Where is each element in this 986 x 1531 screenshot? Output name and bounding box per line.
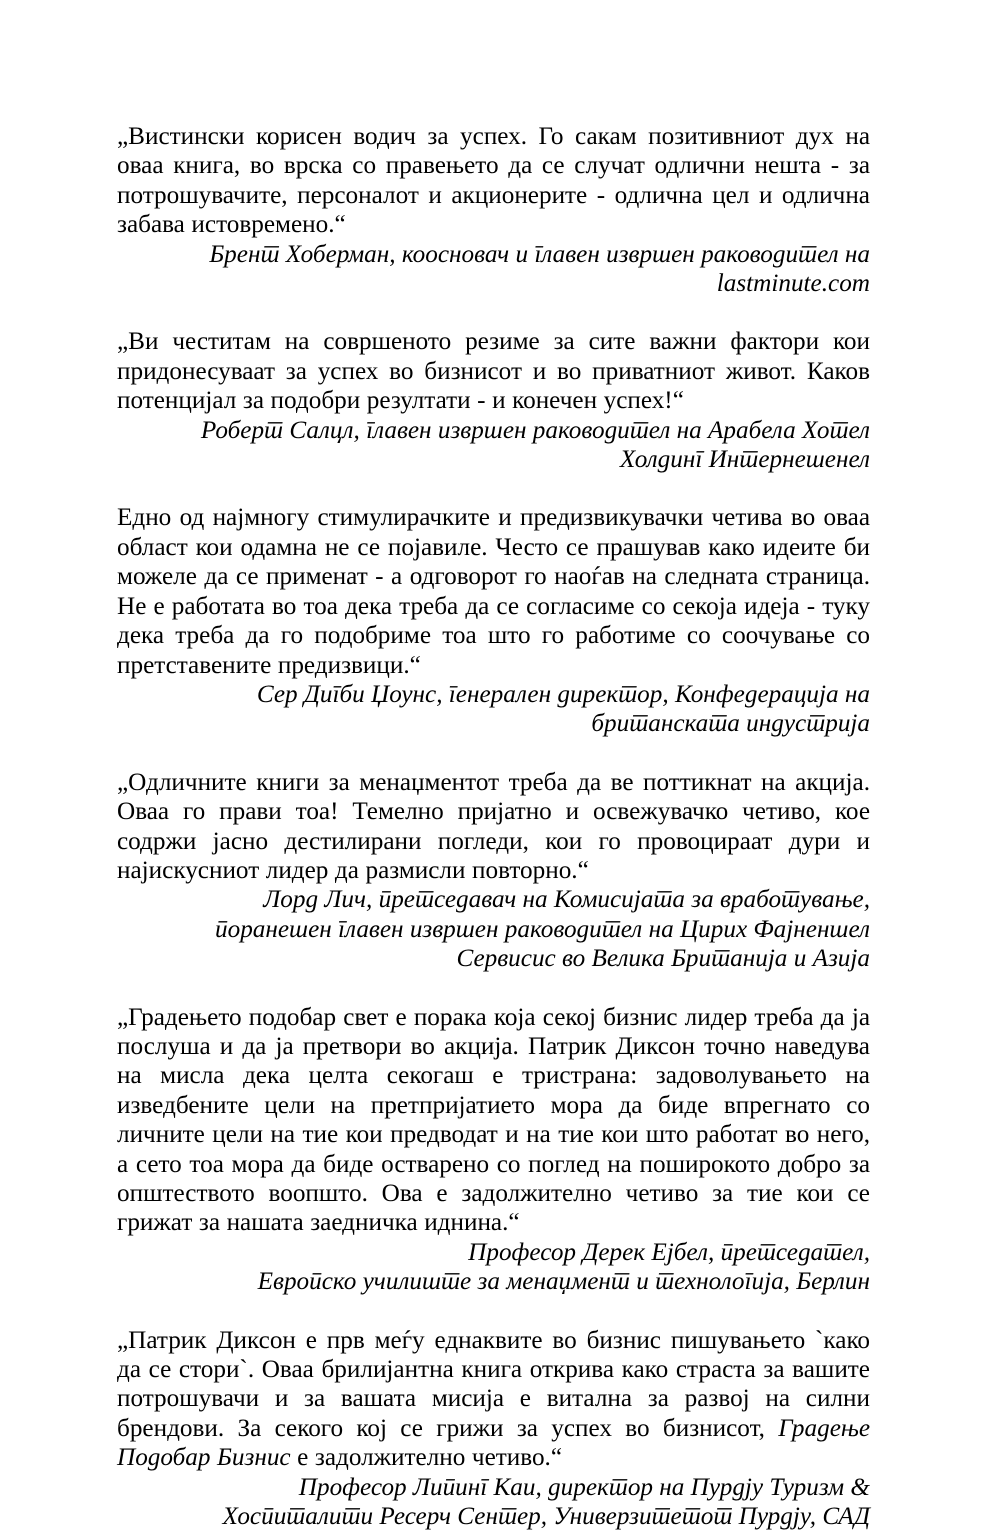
quote-text-part-2: е задолжително четиво.“ (290, 1444, 563, 1472)
attribution-line: lastminute.com (716, 270, 870, 298)
attribution-line: Сер Дигби Џоунс, генерален директор, Конфедерација на (256, 680, 870, 708)
testimonial-quote-text: „Ви честитам на совршеното резиме за сите важни фактори кои придонесуваат за успех во бизнисот и во приватниот живот. Каков потенцијал за подобри резултати - и конечен успех!“ (117, 328, 870, 415)
testimonial-attribution (117, 1473, 870, 1531)
testimonial-attribution (117, 680, 870, 739)
testimonial-quote-text: „Градењето подобар свет е порака која секој бизнис лидер треба да ја послуша и да ја претвори во акција. Патрик Диксон точно наведува на мисла дека целта секогаш е тристрана: задоволувањето на изведбените цели на претпријатието мора да биде впрегнато со личните цели на тие кои предводат и на тие кои што работат во него, а сето тоа мора да биде остварено со поглед на поширокото добро за општеството воопшто. Ова е задолжително четиво за тие кои се грижат за нашата заедничка иднина.“ (117, 1003, 870, 1237)
testimonial-attribution (117, 1238, 870, 1297)
testimonial-quote-text (117, 1326, 870, 1473)
testimonial-block (117, 122, 870, 298)
text-column (117, 122, 870, 1531)
testimonial-block (117, 768, 870, 974)
attribution-line: поранешен главен извршен раководител на Цирих Фајненшел (215, 915, 870, 943)
attribution-line: Професор Липинг Каи, директор на Пурдју Туризм & (298, 1473, 870, 1501)
testimonial-block (117, 327, 870, 474)
testimonial-attribution (117, 416, 870, 475)
testimonial-quote-text: Едно од најмногу стимулирачките и предизвикувачки четива во оваа област кои одамна не се појавиле. Често се прашував како идеите би можеле да се применат - а одговорот го наоѓав на следната страница. Не е работата во тоа дека треба да се согласиме со секоја идеја - туку дека треба да го подобриме тоа што го работиме со соочување со претставените предизвици.“ (117, 504, 870, 679)
testimonial-block (117, 503, 870, 738)
attribution-line: Холдинг Интернешенел (619, 446, 870, 474)
testimonial-attribution (117, 240, 870, 299)
quote-text-part-1: „Патрик Диксон е прв меѓу еднаквите во бизнис пишувањето `како да се стори`. Оваа брилијантна книга открива како страста за вашите потрошувачи и за вашата мисија е витална за развој на силни брендови. За секого кој се грижи за успех во бизнисот, (117, 1326, 870, 1442)
attribution-line: Сервисис во Велика Британија и Азија (456, 945, 870, 973)
attribution-line: Брент Хоберман, коосновач и главен извршен раководител на (209, 240, 870, 268)
attribution-line: британската индустрија (591, 710, 870, 738)
testimonial-quote-text: „Одличните книги за менаџментот треба да ве поттикнат на акција. Оваа го прави тоа! Темелно пријатно и освежувачко четиво, кое содржи јасно дестилирани погледи, кои го провоцираат дури и најискусниот лидер да размисли повторно.“ (117, 768, 870, 884)
testimonial-quote-text: „Вистински корисен водич за успех. Го сакам позитивниот дух на оваа книга, во врска со правењето да се случат одлични нешта - за потрошувачите, персоналот и акционерите - одлична цел и одлична забава истовремено.“ (117, 123, 870, 239)
attribution-line: Хоспиталити Ресерч Сентер, Универзитетот Пурдју, САД (222, 1503, 870, 1531)
book-title-italic: Градење Подобар Бизнис (117, 1414, 870, 1472)
attribution-line: Професор Дерек Ејбел, претседател, (468, 1238, 870, 1266)
attribution-line: Лорд Лич, претседавач на Комисијата за вработување, (263, 886, 870, 914)
attribution-line: Роберт Салцл, главен извршен раководител на Арабела Хотел (200, 416, 870, 444)
testimonial-attribution (117, 885, 870, 973)
testimonial-block (117, 1003, 870, 1297)
testimonial-block (117, 1326, 870, 1531)
attribution-line: Европско училиште за менаџмент и технологија, Берлин (257, 1268, 870, 1296)
